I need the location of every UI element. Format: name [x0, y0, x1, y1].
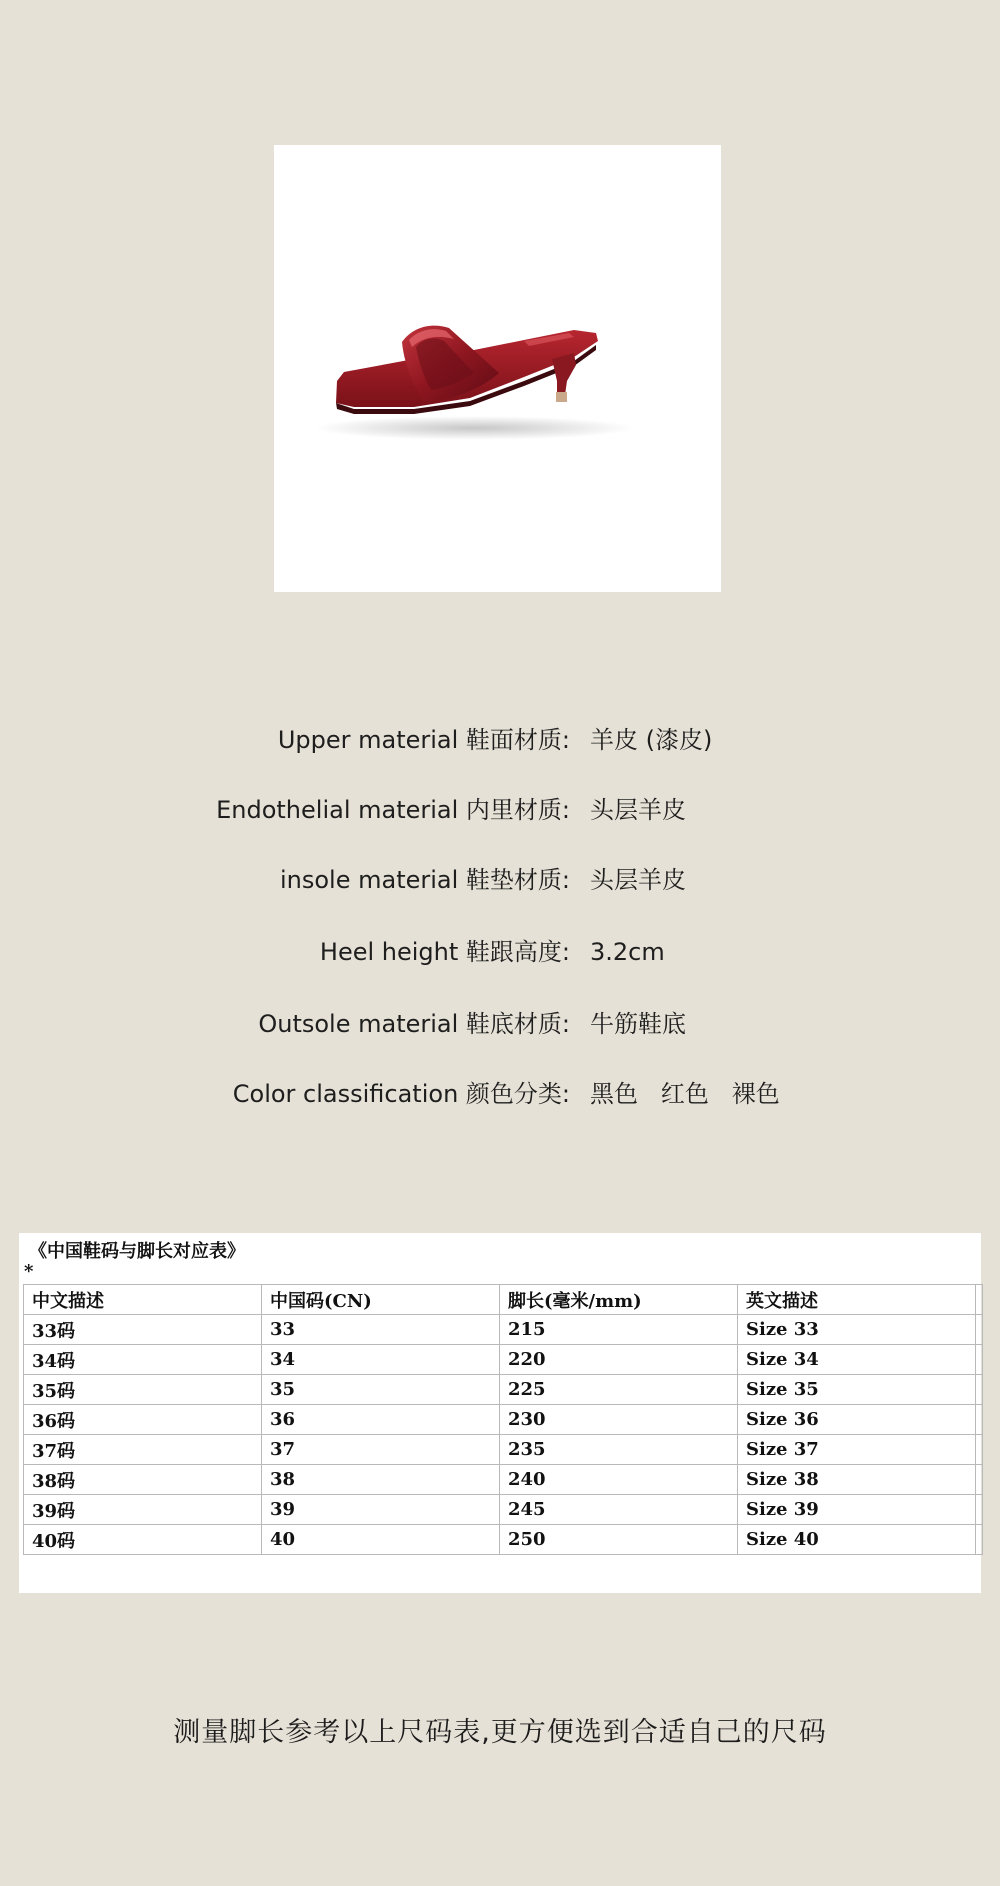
cell-spacer — [976, 1315, 983, 1345]
spec-lining-material — [0, 790, 1000, 830]
cell-spacer — [976, 1495, 983, 1525]
cell: Size 39 — [738, 1495, 976, 1525]
header-foot-length: 脚长(毫米/mm) — [500, 1285, 738, 1315]
size-chart-asterisk: * — [24, 1261, 34, 1282]
cell: 39 — [262, 1495, 500, 1525]
cell: Size 34 — [738, 1345, 976, 1375]
cell: 220 — [500, 1345, 738, 1375]
spec-label: Heel height 鞋跟高度: — [319, 938, 570, 966]
cell: 40码 — [24, 1525, 262, 1555]
cell: 38 — [262, 1465, 500, 1495]
cell: 230 — [500, 1405, 738, 1435]
cell: Size 38 — [738, 1465, 976, 1495]
cell: 35码 — [24, 1375, 262, 1405]
spec-value: 牛筋鞋底 — [590, 1010, 686, 1038]
spec-value: 黑色 红色 裸色 — [590, 1080, 780, 1108]
cell: 245 — [500, 1495, 738, 1525]
cell: Size 37 — [738, 1435, 976, 1465]
table-row — [24, 1375, 983, 1405]
red-patent-mule-sandal-icon — [274, 145, 721, 592]
header-cn-description: 中文描述 — [24, 1285, 262, 1315]
table-row — [24, 1315, 983, 1345]
table-row — [24, 1435, 983, 1465]
spec-label: insole material 鞋垫材质: — [279, 866, 570, 894]
cell: 37码 — [24, 1435, 262, 1465]
product-photo — [274, 145, 721, 592]
cell-spacer — [976, 1525, 983, 1555]
cell: 250 — [500, 1525, 738, 1555]
table-row — [24, 1405, 983, 1435]
spec-value: 3.2cm — [590, 938, 665, 966]
cell-spacer — [976, 1345, 983, 1375]
spec-value: 头层羊皮 — [590, 866, 686, 894]
spec-value: 羊皮 (漆皮) — [590, 726, 713, 754]
cell: Size 36 — [738, 1405, 976, 1435]
cell: 40 — [262, 1525, 500, 1555]
cell: 37 — [262, 1435, 500, 1465]
cell: 34 — [262, 1345, 500, 1375]
cell-spacer — [976, 1405, 983, 1435]
header-spacer — [976, 1285, 983, 1315]
cell: 33 — [262, 1315, 500, 1345]
size-chart-title: 《中国鞋码与脚长对应表》 — [29, 1241, 245, 1262]
table-row — [24, 1525, 983, 1555]
table-row — [24, 1495, 983, 1525]
spec-color-classification — [0, 1074, 1000, 1114]
cell-spacer — [976, 1435, 983, 1465]
spec-label: Endothelial material 内里材质: — [216, 796, 570, 824]
spec-value: 头层羊皮 — [590, 796, 686, 824]
spec-label: Color classification 颜色分类: — [232, 1080, 570, 1108]
cell: Size 33 — [738, 1315, 976, 1345]
cell: Size 35 — [738, 1375, 976, 1405]
cell: 215 — [500, 1315, 738, 1345]
spec-label: Outsole material 鞋底材质: — [258, 1010, 570, 1038]
cell: 36码 — [24, 1405, 262, 1435]
size-chart-panel — [19, 1233, 981, 1593]
size-chart-table — [23, 1284, 983, 1555]
cell: Size 40 — [738, 1525, 976, 1555]
footer-note: 测量脚长参考以上尺码表,更方便选到合适自己的尺码 — [173, 1717, 827, 1748]
cell-spacer — [976, 1375, 983, 1405]
cell: 36 — [262, 1405, 500, 1435]
cell: 38码 — [24, 1465, 262, 1495]
cell: 39码 — [24, 1495, 262, 1525]
table-row — [24, 1465, 983, 1495]
spec-label: Upper material 鞋面材质: — [277, 726, 570, 754]
spec-upper-material — [0, 720, 1000, 760]
spec-outsole-material — [0, 1004, 1000, 1044]
header-en-description: 英文描述 — [738, 1285, 976, 1315]
cell: 225 — [500, 1375, 738, 1405]
cell: 240 — [500, 1465, 738, 1495]
cell: 34码 — [24, 1345, 262, 1375]
table-header-row — [24, 1285, 983, 1315]
spec-insole-material — [0, 860, 1000, 900]
header-cn-size: 中国码(CN) — [262, 1285, 500, 1315]
cell: 33码 — [24, 1315, 262, 1345]
cell: 35 — [262, 1375, 500, 1405]
cell: 235 — [500, 1435, 738, 1465]
spec-heel-height — [0, 932, 1000, 972]
cell-spacer — [976, 1465, 983, 1495]
table-row — [24, 1345, 983, 1375]
